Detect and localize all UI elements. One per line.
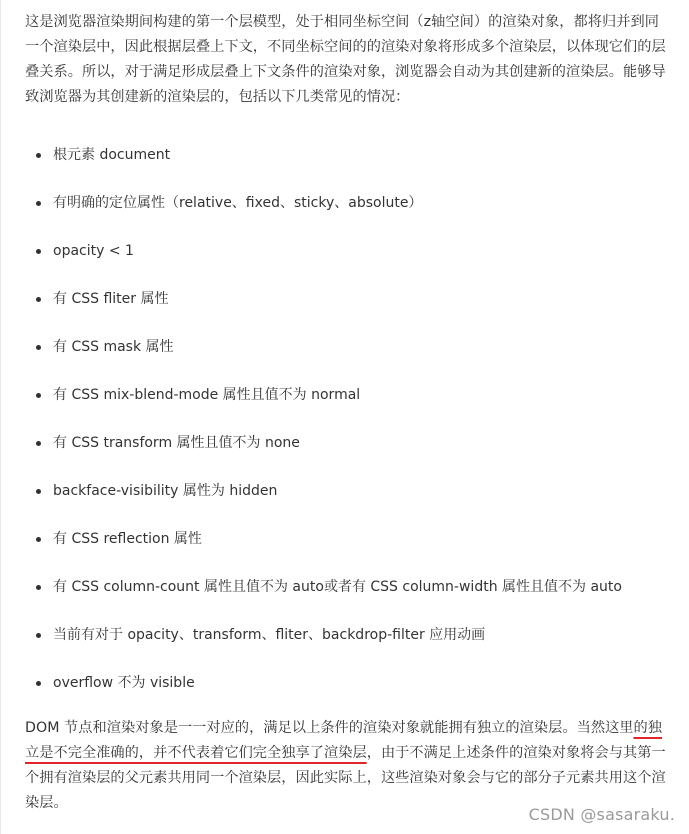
list-item: 根元素 document [25,144,685,192]
bullet-icon [36,489,41,494]
bullet-icon [36,633,41,638]
bullet-icon [36,297,41,302]
csdn-watermark: CSDN @sasaraku. [528,805,675,824]
list-item: overflow 不为 visible [25,672,685,720]
bullet-icon [36,153,41,158]
bullet-icon [36,537,41,542]
list-item: 有 CSS transform 属性且值不为 none [25,432,685,480]
conditions-list [25,144,685,720]
list-item: 有 CSS fliter 属性 [25,288,685,336]
bullet-icon [36,249,41,254]
list-item: 有 CSS column-count 属性且值不为 auto或者有 CSS column-width 属性且值不为 auto [25,576,685,624]
bullet-icon [36,681,41,686]
list-item: 有 CSS reflection 属性 [25,528,685,576]
list-item: 当前有对于 opacity、transform、fliter、backdrop-filter 应用动画 [25,624,685,672]
list-item: 有 CSS mask 属性 [25,336,685,384]
bullet-icon [36,345,41,350]
list-item: opacity < 1 [25,240,685,288]
bullet-icon [36,201,41,206]
article-body [25,10,673,811]
list-item: 有 CSS mix-blend-mode 属性且值不为 normal [25,384,685,432]
bullet-icon [36,393,41,398]
intro-paragraph: 这是浏览器渲染期间构建的第一个层模型，处于相同坐标空间（z轴空间）的渲染对象，都将归并到同一个渲染层中，因此根据层叠上下文，不同坐标空间的的渲染对象将形成多个渲染层，以体现它们的层叠关系。所以，对于满足形成层叠上下文条件的渲染对象，浏览器会自动为其创建新的渲染层。能够导致浏览器为其创建新的渲染层的，包括以下几类常见的情况： [25,14,666,105]
bullet-icon [36,585,41,590]
bullet-icon [36,441,41,446]
list-item: backface-visibility 属性为 hidden [25,480,685,528]
closing-paragraph: DOM 节点和渲染对象是一一对应的，满足以上条件的渲染对象就能拥有独立的渲染层。当然这里的独立是不完全准确的，并不代表着它们完全独享了渲染层，由于不满足上述条件的渲染对象将会与其第一个拥有渲染层的父元素共用同一个渲染层，因此实际上，这些渲染对象会与它的部分子元素共用这个渲染层。 [25,720,666,811]
list-item: 有明确的定位属性（relative、fixed、sticky、absolute） [25,192,685,240]
left-border [0,0,1,834]
underlined-highlight: 的独立是不完全准确的，并不代表着它们完全独享了渲染层 [25,720,663,761]
